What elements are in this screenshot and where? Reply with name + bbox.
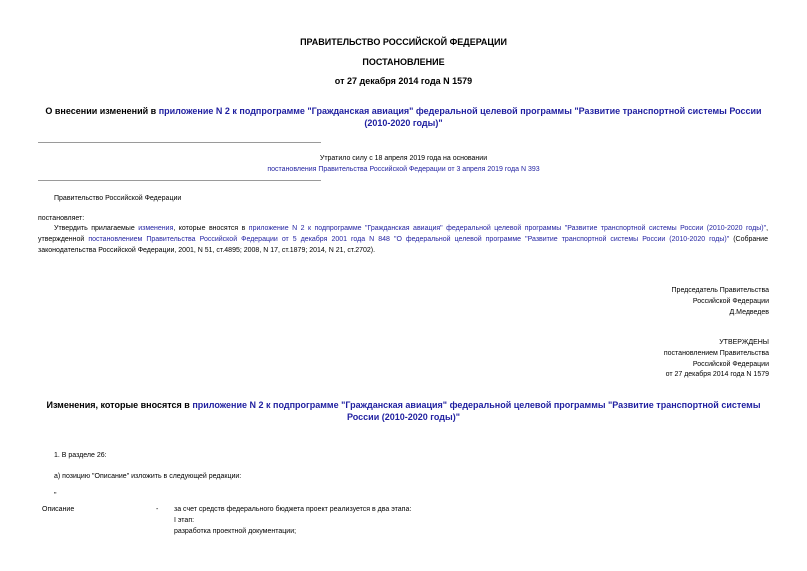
signature-name: Д.Медведев — [729, 309, 769, 316]
divider-bottom — [38, 180, 321, 181]
change-item-1a: а) позицию "Описание" изложить в следующей редакции: — [54, 473, 242, 480]
row-text-line3: разработка проектной документации; — [174, 528, 297, 535]
document-title-prefix: О внесении изменений в — [45, 106, 159, 116]
status-note-link[interactable]: постановления Правительства Российской Федерации от 3 апреля 2019 года N 393 — [267, 166, 540, 173]
row-text-line1: за счет средств федерального бюджета проект реализуется в два этапа: — [174, 506, 412, 513]
row-text-line2: I этап: — [174, 517, 195, 524]
decree-text-c: , утвержденной — [38, 225, 769, 243]
changes-title — [0, 400, 807, 410]
status-note-line1: Утратило силу с 18 апреля 2019 года на основании — [319, 155, 488, 162]
changes-link[interactable]: изменения — [138, 225, 174, 232]
quote-mark: " — [54, 492, 57, 499]
decrees-label: постановляет: — [38, 215, 85, 222]
resolution-link[interactable]: постановлением Правительства Российской Федерации от 5 декабря 2001 года N 848 "О федеральной целевой программе "Развитие транспортной системы России (2010-2020 годы)" — [88, 236, 730, 243]
document-date: от 27 декабря 2014 года N 1579 — [334, 76, 473, 86]
decree-text-b: , которые вносятся в — [173, 225, 249, 232]
document-title — [0, 106, 807, 116]
approved-line1: УТВЕРЖДЕНЫ — [719, 339, 769, 346]
appendix-link[interactable]: приложение N 2 к подпрограмме "Гражданская авиация" федеральной целевой программы "Развитие транспортной системы России (2010-2020 годы)" — [248, 225, 767, 232]
changes-title-line2[interactable]: России (2010-2020 годы)" — [347, 412, 460, 422]
decree-text-a: Утвердить прилагаемые — [54, 225, 139, 232]
signature-line1: Председатель Правительства — [671, 287, 769, 294]
changes-title-prefix: Изменения, которые вносятся в — [46, 400, 193, 410]
government-name: Правительство Российской Федерации — [54, 195, 182, 202]
document-title-link[interactable]: приложение N 2 к подпрограмме "Гражданская авиация" федеральной целевой программы "Развитие транспортной системы России — [158, 106, 762, 116]
decree-paragraph — [38, 223, 768, 256]
decree-text-d: (Собрание законодательства Российской Федерации, 2001, N 51, ст.4895; 2008, N 17, ст.1879; 2014, N 21, ст.2702). — [38, 236, 768, 254]
changes-title-link[interactable]: приложение N 2 к подпрограмме "Гражданская авиация" федеральной целевой программы "Развитие транспортной системы — [192, 400, 761, 410]
approved-line4: от 27 декабря 2014 года N 1579 — [665, 371, 769, 378]
document-title-line2[interactable]: (2010-2020 годы)" — [364, 118, 443, 128]
document-type: ПОСТАНОВЛЕНИЕ — [362, 57, 445, 67]
divider-top — [38, 142, 321, 143]
government-title: ПРАВИТЕЛЬСТВО РОССИЙСКОЙ ФЕДЕРАЦИИ — [300, 37, 507, 47]
row-dash: - — [156, 506, 159, 513]
approved-line2: постановлением Правительства — [663, 350, 769, 357]
approved-line3: Российской Федерации — [692, 361, 769, 368]
signature-line2: Российской Федерации — [692, 298, 769, 305]
change-item-1: 1. В разделе 26: — [54, 452, 107, 459]
row-label-description: Описание — [42, 506, 75, 513]
